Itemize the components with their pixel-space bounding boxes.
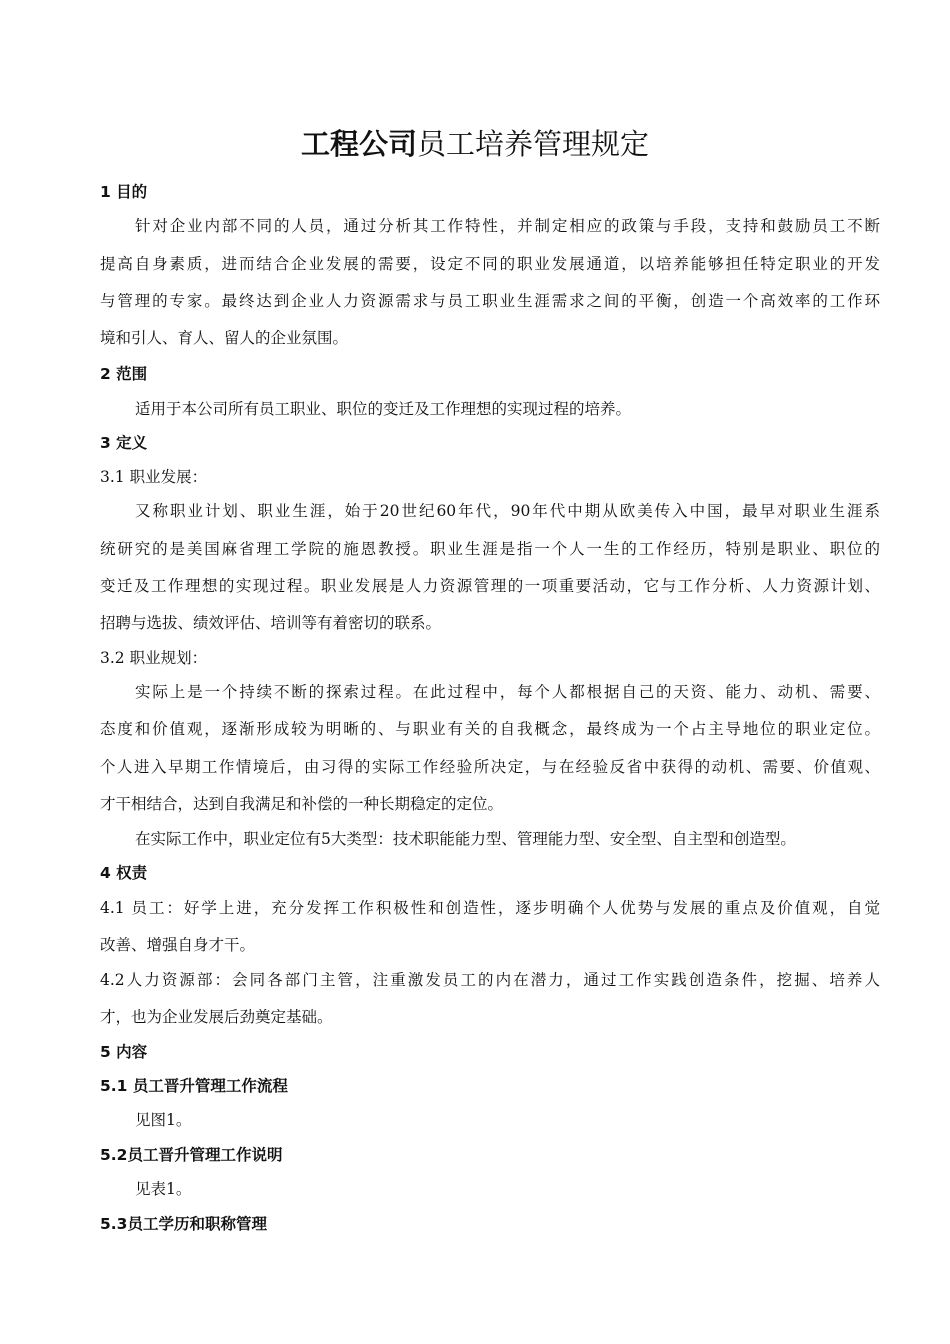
section-4-1-text-line: 改善、增强自身才干。 — [100, 936, 256, 954]
section-3-1-text-line: 变迁及工作理想的实现过程。职业发展是人力资源管理的一项重要活动，它与工作分析、人力资源计划、 — [100, 577, 880, 595]
section-4-2-text-line: 才，也为企业发展后劲奠定基础。 — [100, 1008, 333, 1026]
section-1-heading: 1 目的 — [100, 183, 148, 201]
section-3-2-text-line: 实际上是一个持续不断的探索过程。在此过程中，每个人都根据自己的天资、能力、动机、需要、 — [135, 683, 880, 701]
section-3-2-text-line: 个人进入早期工作情境后，由习得的实际工作经验所决定，与在经验反省中获得的动机、需要、价值观、 — [100, 758, 880, 776]
section-1-text-line: 与管理的专家。最终达到企业人力资源需求与员工职业生涯需求之间的平衡，创造一个高效率的工作环 — [100, 292, 880, 310]
section-3-2-text-line: 在实际工作中，职业定位有5大类型：技术职能能力型、管理能力型、安全型、自主型和创造型。 — [135, 830, 796, 848]
section-5-2-heading: 5.2员工晋升管理工作说明 — [100, 1146, 283, 1164]
section-5-1-heading: 5.1 员工晋升管理工作流程 — [100, 1077, 288, 1095]
section-3-2-text-line: 才干相结合，达到自我满足和补偿的一种长期稳定的定位。 — [100, 795, 504, 813]
title-subject: 员工培养管理规定 — [417, 127, 650, 161]
section-3-1-heading: 3.1 职业发展： — [100, 468, 208, 486]
section-4-2-text-line: 4.2人力资源部：会同各部门主管，注重激发员工的内在潜力，通过工作实践创造条件，挖掘、培养人 — [100, 971, 880, 989]
section-1-text-line: 针对企业内部不同的人员，通过分析其工作特性，并制定相应的政策与手段，支持和鼓励员工不断 — [135, 217, 880, 235]
section-5-heading: 5 内容 — [100, 1043, 148, 1061]
section-5-3-heading: 5.3员工学历和职称管理 — [100, 1215, 267, 1233]
section-4-1-text-line: 4.1 员工：好学上进，充分发挥工作积极性和创造性，逐步明确个人优势与发展的重点及价值观，自觉 — [100, 899, 880, 917]
page-title — [0, 124, 950, 164]
section-1-text-line: 境和引人、育人、留人的企业氛围。 — [100, 329, 349, 347]
section-5-2-text: 见表1。 — [135, 1180, 192, 1198]
section-2-text: 适用于本公司所有员工职业、职位的变迁及工作理想的实现过程的培养。 — [135, 400, 632, 418]
section-3-1-text-line: 招聘与选拔、绩效评估、培训等有着密切的联系。 — [100, 614, 442, 632]
title-company: 工程公司 — [300, 127, 417, 161]
section-5-1-text: 见图1。 — [135, 1111, 192, 1129]
section-4-heading: 4 权责 — [100, 864, 148, 882]
section-3-heading: 3 定义 — [100, 434, 148, 452]
section-3-2-text-line: 态度和价值观，逐渐形成较为明晰的、与职业有关的自我概念，最终成为一个占主导地位的职业定位。 — [100, 720, 880, 738]
section-1-text-line: 提高自身素质，进而结合企业发展的需要，设定不同的职业发展通道，以培养能够担任特定职业的开发 — [100, 255, 880, 273]
section-3-1-text-line: 又称职业计划、职业生涯，始于20世纪60年代，90年代中期从欧美传入中国，最早对职业生涯系 — [135, 502, 880, 520]
section-2-heading: 2 范围 — [100, 365, 148, 383]
section-3-2-heading: 3.2 职业规划： — [100, 649, 208, 667]
section-3-1-text-line: 统研究的是美国麻省理工学院的施恩教授。职业生涯是指一个人一生的工作经历，特别是职业、职位的 — [100, 540, 880, 558]
